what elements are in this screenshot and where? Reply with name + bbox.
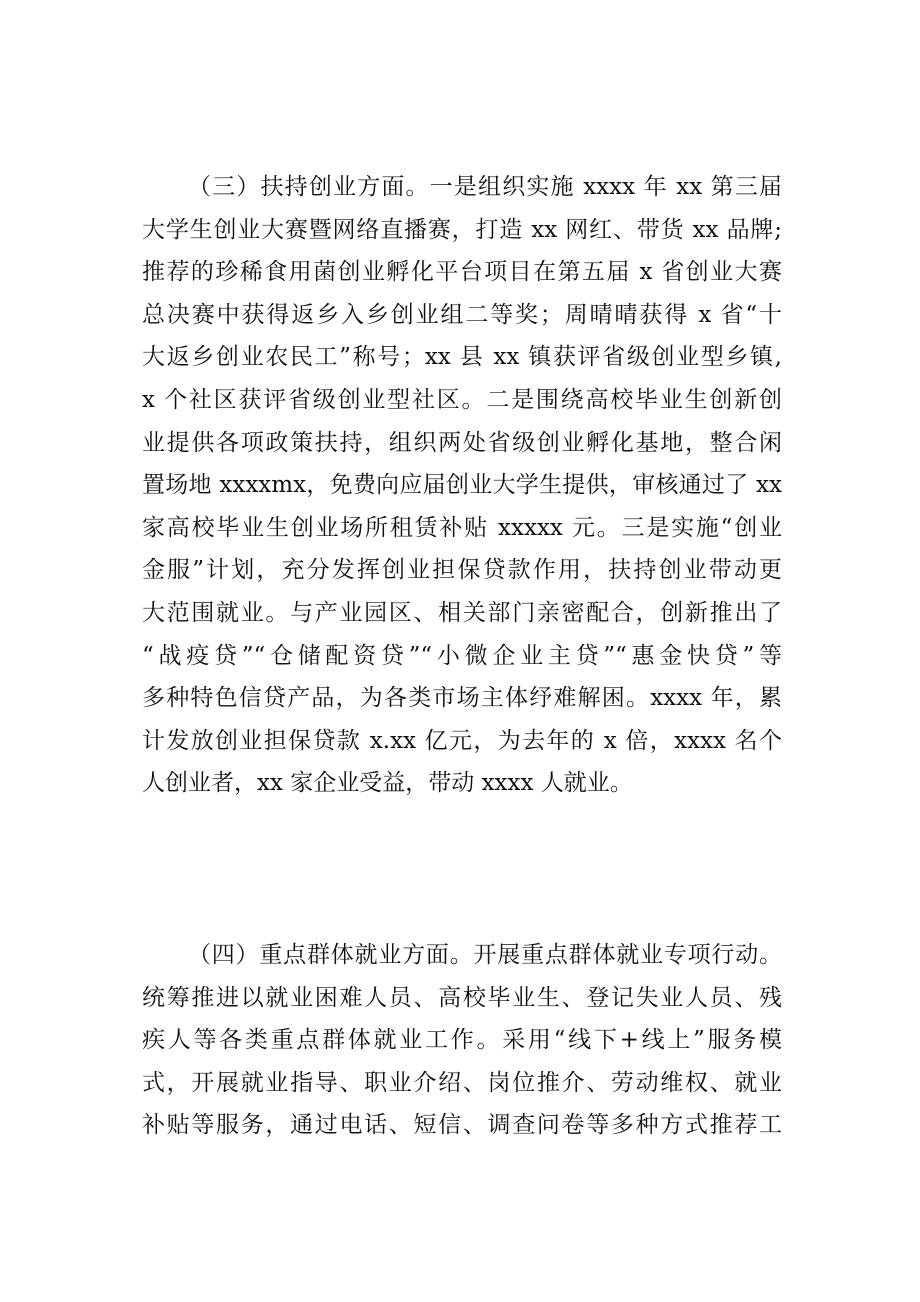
paragraph-line: 补贴等服务，通过电话、短信、调查问卷等多种方式推荐工: [142, 1112, 782, 1139]
paragraph-line: （三）扶持创业方面。一是组织实施 xxxx 年 xx 第三届: [188, 174, 782, 200]
paragraph-line: （四）重点群体就业方面。开展重点群体就业专项行动。: [188, 942, 782, 968]
paragraph-line: 业提供各项政策扶持，组织两处省级创业孵化基地，整合闲: [142, 429, 782, 456]
paragraph-line: 大范围就业。与产业园区、相关部门亲密配合，创新推出了: [142, 599, 782, 626]
paragraph-key-groups-employment: [142, 934, 782, 1147]
paragraph-line: 推荐的珍稀食用菌创业孵化平台项目在第五届 x 省创业大赛: [142, 259, 782, 286]
paragraph-line: 家高校毕业生创业场所租赁补贴 xxxxx 元。三是实施“创业: [142, 514, 782, 541]
paragraph-support-entrepreneurship: [142, 166, 782, 805]
paragraph-line: 疾人等各类重点群体就业工作。采用“线下+线上”服务模: [142, 1027, 782, 1054]
paragraph-line: 人创业者，xx 家企业受益，带动 xxxx 人就业。: [142, 770, 633, 797]
paragraph-line: 置场地 xxxxmx，免费向应届创业大学生提供，审核通过了 xx: [142, 472, 782, 499]
paragraph-line: 金服”计划，充分发挥创业担保贷款作用，扶持创业带动更: [142, 557, 782, 584]
paragraph-line: 计发放创业担保贷款 x.xx 亿元，为去年的 x 倍，xxxx 名个: [142, 727, 782, 754]
paragraph-line: 式，开展就业指导、职业介绍、岗位推介、劳动维权、就业: [142, 1069, 782, 1096]
paragraph-line: 大学生创业大赛暨网络直播赛，打造 xx 网红、带货 xx 品牌;: [142, 216, 782, 243]
paragraph-line: 总决赛中获得返乡入乡创业组二等奖；周晴晴获得 x 省“十: [142, 301, 782, 328]
paragraph-line: 统筹推进以就业困难人员、高校毕业生、登记失业人员、残: [142, 984, 782, 1011]
paragraph-line: “战疫贷”“仓储配资贷”“小微企业主贷”“惠金快贷”等: [142, 642, 782, 669]
paragraph-line: x 个社区获评省级创业型社区。二是围绕高校毕业生创新创: [142, 386, 782, 413]
paragraph-line: 多种特色信贷产品，为各类市场主体纾难解困。xxxx 年，累: [142, 685, 782, 712]
paragraph-line: 大返乡创业农民工”称号；xx 县 xx 镇获评省级创业型乡镇,: [142, 344, 782, 371]
